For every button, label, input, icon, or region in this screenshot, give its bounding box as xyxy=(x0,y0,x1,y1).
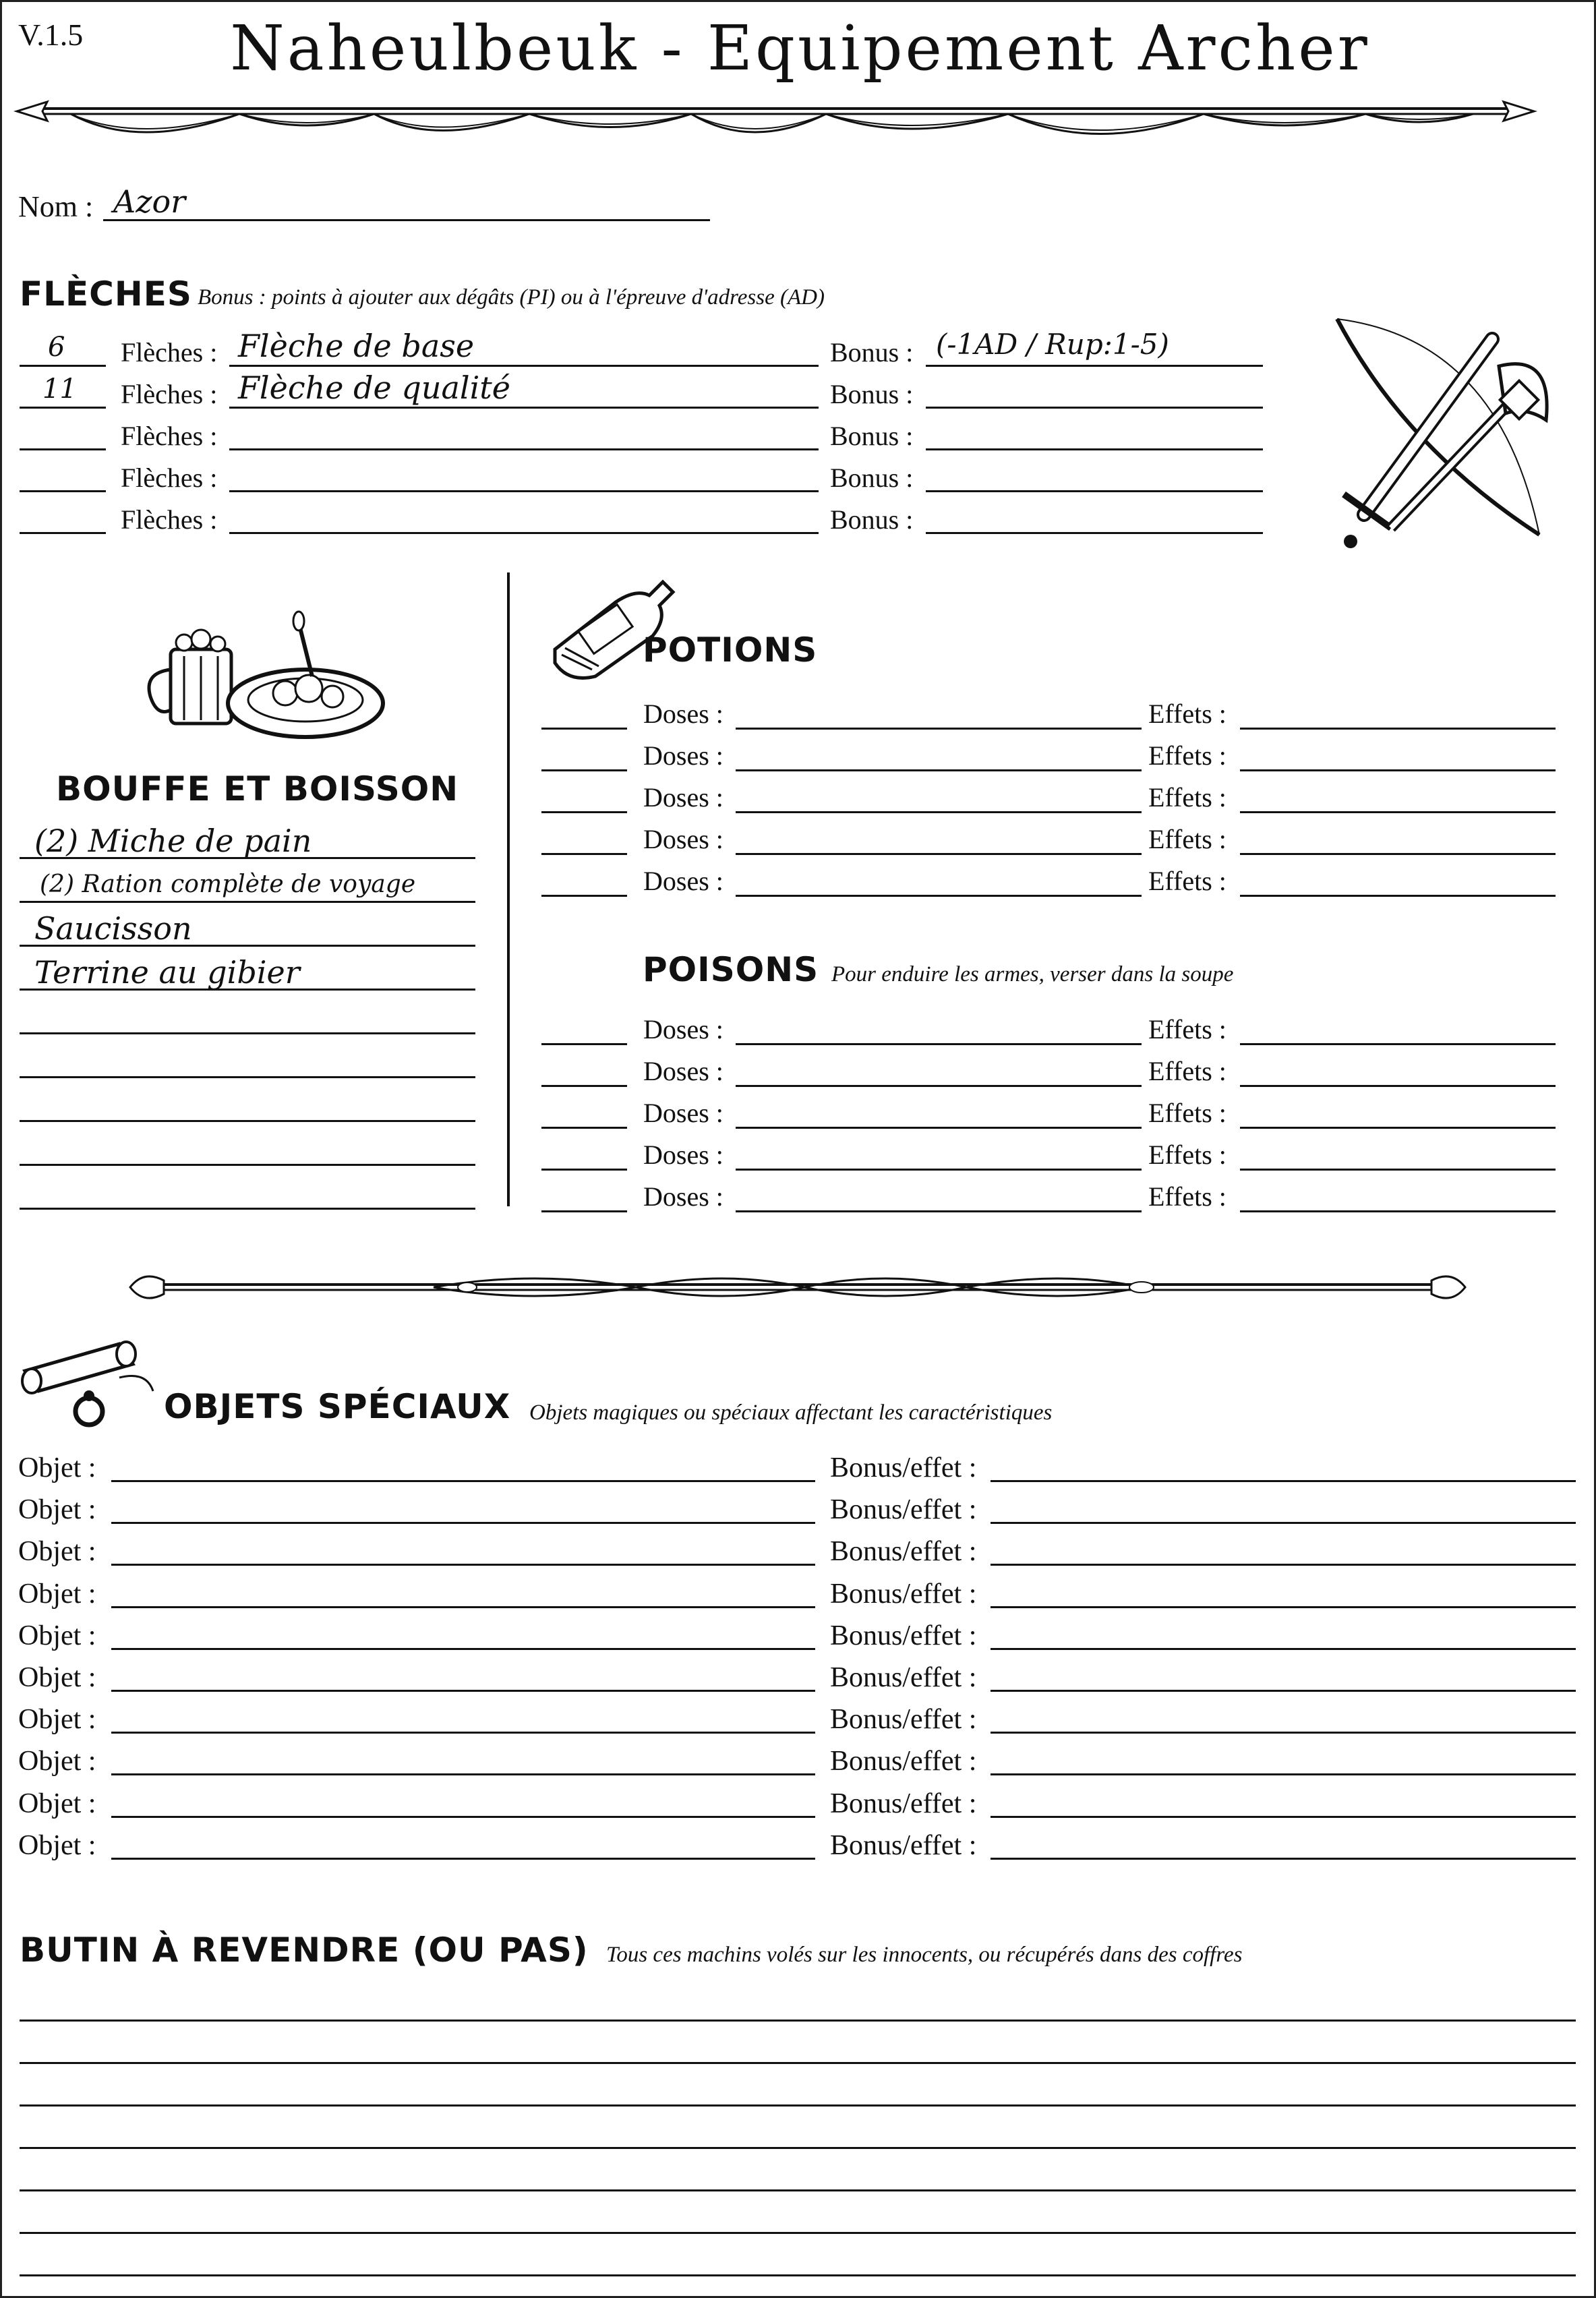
arrow-qty-line xyxy=(20,532,106,534)
poisons-effects-label: Effets : xyxy=(1148,1098,1226,1128)
object-bonus-line xyxy=(991,1480,1576,1482)
object-line xyxy=(111,1816,815,1818)
arrow-name-line xyxy=(229,407,819,409)
object-bonus-line xyxy=(991,1522,1576,1524)
loot-line xyxy=(20,2020,1576,2022)
potions-effects-line xyxy=(1240,853,1556,855)
poisons-effects-line xyxy=(1240,1127,1556,1129)
object-line xyxy=(111,1690,815,1692)
potions-doses-line xyxy=(736,853,1142,855)
poisons-qty-line[interactable] xyxy=(541,1127,627,1129)
object-line xyxy=(111,1522,815,1524)
food-line xyxy=(20,1164,475,1166)
food-item-field[interactable]: Saucisson xyxy=(34,910,192,947)
poisons-qty-line[interactable] xyxy=(541,1169,627,1171)
food-line xyxy=(20,1032,475,1034)
potions-doses-label: Doses : xyxy=(643,699,723,729)
object-bonus-line xyxy=(991,1858,1576,1860)
arrows-label: Flèches : xyxy=(121,421,218,451)
scroll-ring-icon xyxy=(18,1337,160,1432)
arrows-label: Flèches : xyxy=(121,337,218,367)
poisons-doses-label: Doses : xyxy=(643,1098,723,1128)
arrow-bonus-line xyxy=(926,365,1263,367)
arrow-bonus-label: Bonus : xyxy=(830,337,914,367)
food-line xyxy=(20,1076,475,1078)
potions-effects-line xyxy=(1240,811,1556,813)
arrow-bonus-label: Bonus : xyxy=(830,421,914,451)
potions-qty-line[interactable] xyxy=(541,895,627,897)
poisons-effects-label: Effets : xyxy=(1148,1181,1226,1212)
object-label: Objet : xyxy=(18,1494,96,1525)
food-illustration-icon xyxy=(144,609,386,744)
food-item-field[interactable]: (2) Ration complète de voyage xyxy=(40,871,416,898)
arrow-name-line xyxy=(229,490,819,492)
object-label: Objet : xyxy=(18,1536,96,1567)
poisons-section-note: Pour enduire les armes, verser dans la soupe xyxy=(831,962,1234,986)
food-line xyxy=(20,1208,475,1210)
potions-doses-label: Doses : xyxy=(643,782,723,813)
column-divider xyxy=(507,572,510,1206)
arrow-bonus-label: Bonus : xyxy=(830,504,914,535)
loot-line xyxy=(20,2104,1576,2106)
arrow-name-line xyxy=(229,365,819,367)
object-bonus-label: Bonus/effet : xyxy=(830,1746,977,1777)
object-bonus-line xyxy=(991,1564,1576,1566)
arrows-section-note: Bonus : points à ajouter aux dégâts (PI) ou à l'épreuve d'adresse (AD) xyxy=(198,285,825,310)
arrow-name-field[interactable]: Flèche de qualité xyxy=(238,370,511,406)
potions-effects-label: Effets : xyxy=(1148,866,1226,896)
object-label: Objet : xyxy=(18,1746,96,1777)
object-bonus-label: Bonus/effet : xyxy=(830,1788,977,1819)
food-item-field[interactable]: Terrine au gibier xyxy=(34,954,300,991)
potions-effects-line xyxy=(1240,728,1556,730)
name-field-line xyxy=(103,219,710,221)
object-line xyxy=(111,1773,815,1775)
object-bonus-label: Bonus/effet : xyxy=(830,1536,977,1567)
potions-doses-line xyxy=(736,895,1142,897)
poisons-effects-line xyxy=(1240,1085,1556,1087)
potions-doses-line xyxy=(736,769,1142,771)
loot-line xyxy=(20,2274,1576,2276)
staff-divider-icon xyxy=(130,1263,1465,1310)
page-title: Naheulbeuk - Equipement Archer xyxy=(230,12,1370,84)
object-bonus-label: Bonus/effet : xyxy=(830,1452,977,1483)
arrow-bonus-label: Bonus : xyxy=(830,379,914,409)
object-bonus-label: Bonus/effet : xyxy=(830,1620,977,1651)
potions-effects-label: Effets : xyxy=(1148,782,1226,813)
arrow-bonus-label: Bonus : xyxy=(830,463,914,493)
potions-section-title: POTIONS xyxy=(643,630,818,670)
arrow-bonus-line xyxy=(926,407,1263,409)
object-label: Objet : xyxy=(18,1579,96,1610)
arrow-name-line xyxy=(229,448,819,450)
object-label: Objet : xyxy=(18,1620,96,1651)
poisons-doses-line xyxy=(736,1210,1142,1212)
potions-effects-label: Effets : xyxy=(1148,824,1226,854)
potions-doses-line xyxy=(736,728,1142,730)
poisons-doses-line xyxy=(736,1043,1142,1045)
potions-qty-line[interactable] xyxy=(541,853,627,855)
object-bonus-label: Bonus/effet : xyxy=(830,1704,977,1735)
potions-doses-label: Doses : xyxy=(643,866,723,896)
potions-qty-line[interactable] xyxy=(541,769,627,771)
object-bonus-line xyxy=(991,1690,1576,1692)
object-line xyxy=(111,1648,815,1650)
potions-qty-line[interactable] xyxy=(541,811,627,813)
arrow-bonus-line xyxy=(926,532,1263,534)
potions-doses-label: Doses : xyxy=(643,740,723,771)
object-bonus-label: Bonus/effet : xyxy=(830,1579,977,1610)
arrow-divider-icon xyxy=(17,90,1534,144)
poisons-effects-label: Effets : xyxy=(1148,1140,1226,1170)
object-bonus-line xyxy=(991,1732,1576,1734)
poisons-effects-label: Effets : xyxy=(1148,1056,1226,1086)
arrow-qty-field[interactable]: 11 xyxy=(42,374,77,405)
food-section-title: BOUFFE ET BOISSON xyxy=(56,769,459,808)
potions-doses-line xyxy=(736,811,1142,813)
loot-line xyxy=(20,2189,1576,2191)
arrows-label: Flèches : xyxy=(121,463,218,493)
arrow-bonus-line xyxy=(926,448,1263,450)
poisons-effects-line xyxy=(1240,1210,1556,1212)
arrow-qty-line xyxy=(20,448,106,450)
poisons-doses-line xyxy=(736,1169,1142,1171)
arrows-label: Flèches : xyxy=(121,504,218,535)
arrow-name-field[interactable]: Flèche de base xyxy=(238,328,475,364)
object-bonus-line xyxy=(991,1816,1576,1818)
poisons-qty-line[interactable] xyxy=(541,1210,627,1212)
loot-line xyxy=(20,2232,1576,2234)
arrows-label: Flèches : xyxy=(121,379,218,409)
special-section-title: OBJETS SPÉCIAUX xyxy=(164,1387,511,1426)
poisons-qty-line[interactable] xyxy=(541,1085,627,1087)
poisons-section-title: POISONS xyxy=(643,950,819,989)
object-label: Objet : xyxy=(18,1452,96,1483)
poisons-doses-line xyxy=(736,1085,1142,1087)
poisons-doses-label: Doses : xyxy=(643,1056,723,1086)
object-line xyxy=(111,1732,815,1734)
arrow-name-line xyxy=(229,532,819,534)
object-line xyxy=(111,1564,815,1566)
object-label: Objet : xyxy=(18,1788,96,1819)
name-field[interactable]: Azor xyxy=(113,183,186,220)
poisons-effects-line xyxy=(1240,1043,1556,1045)
poisons-qty-line[interactable] xyxy=(541,1043,627,1045)
loot-line xyxy=(20,2062,1576,2064)
object-line xyxy=(111,1480,815,1482)
arrow-qty-line xyxy=(20,490,106,492)
poisons-effects-label: Effets : xyxy=(1148,1014,1226,1044)
object-line xyxy=(111,1858,815,1860)
loot-line xyxy=(20,2147,1576,2149)
poisons-doses-label: Doses : xyxy=(643,1181,723,1212)
arrows-section-title: FLÈCHES xyxy=(20,274,192,314)
loot-section-note: Tous ces machins volés sur les innocents, ou récupérés dans des coffres xyxy=(606,1943,1243,1967)
name-label: Nom : xyxy=(18,190,94,223)
object-label: Objet : xyxy=(18,1830,96,1861)
object-line xyxy=(111,1606,815,1608)
food-item-field[interactable]: (2) Miche de pain xyxy=(34,823,312,859)
object-label: Objet : xyxy=(18,1662,96,1693)
weapons-illustration-icon xyxy=(1324,312,1566,555)
loot-section-title: BUTIN À REVENDRE (OU PAS) xyxy=(20,1931,589,1970)
poisons-doses-line xyxy=(736,1127,1142,1129)
version-label: V.1.5 xyxy=(18,18,84,52)
object-label: Objet : xyxy=(18,1704,96,1735)
object-bonus-label: Bonus/effet : xyxy=(830,1494,977,1525)
potions-effects-line xyxy=(1240,895,1556,897)
arrow-qty-field[interactable]: 6 xyxy=(48,332,65,363)
arrow-bonus-field[interactable]: (-1AD / Rup:1-5) xyxy=(936,328,1169,361)
potions-doses-label: Doses : xyxy=(643,824,723,854)
food-line xyxy=(20,1120,475,1122)
arrow-qty-line xyxy=(20,365,106,367)
poisons-doses-label: Doses : xyxy=(643,1140,723,1170)
object-bonus-line xyxy=(991,1773,1576,1775)
poisons-effects-line xyxy=(1240,1169,1556,1171)
special-section-note: Objets magiques ou spéciaux affectant les caractéristiques xyxy=(529,1401,1053,1425)
potions-qty-line[interactable] xyxy=(541,728,627,730)
potions-effects-label: Effets : xyxy=(1148,740,1226,771)
object-bonus-line xyxy=(991,1606,1576,1608)
poisons-doses-label: Doses : xyxy=(643,1014,723,1044)
arrow-bonus-line xyxy=(926,490,1263,492)
potions-effects-line xyxy=(1240,769,1556,771)
potions-effects-label: Effets : xyxy=(1148,699,1226,729)
arrow-qty-line xyxy=(20,407,106,409)
object-bonus-label: Bonus/effet : xyxy=(830,1830,977,1861)
object-bonus-line xyxy=(991,1648,1576,1650)
object-bonus-label: Bonus/effet : xyxy=(830,1662,977,1693)
